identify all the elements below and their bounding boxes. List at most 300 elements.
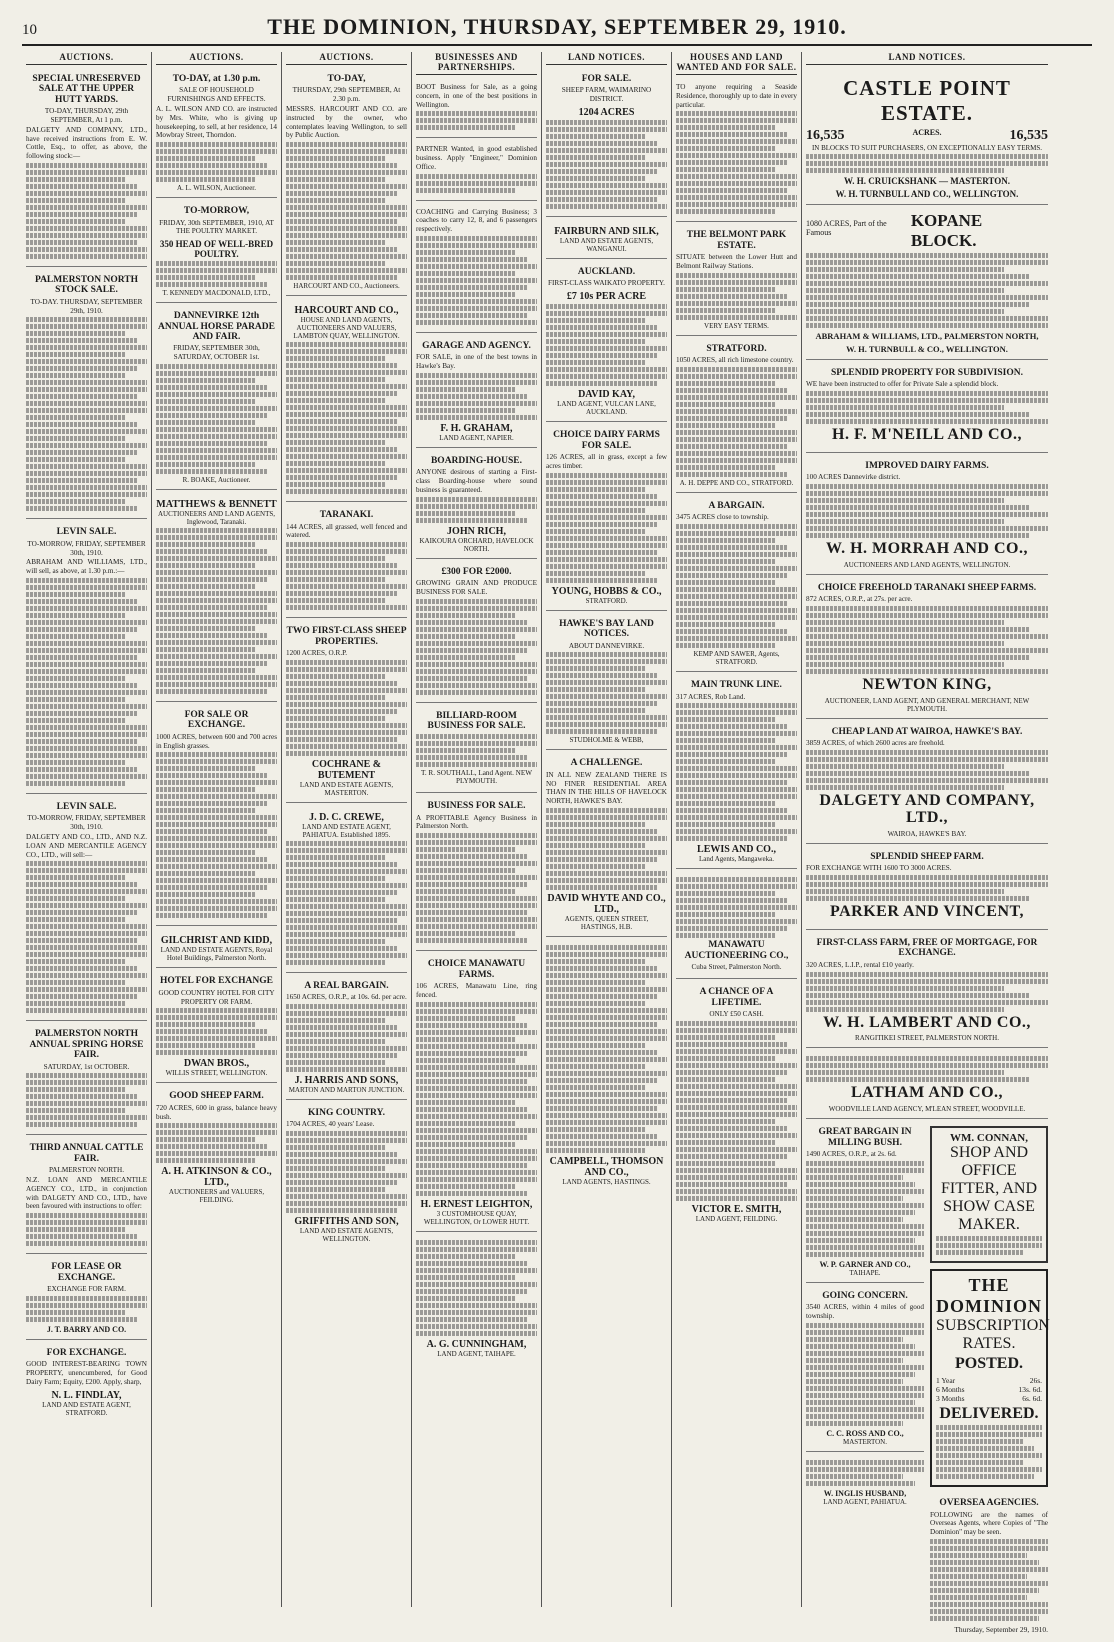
column-container xyxy=(22,52,1092,1634)
ad-text: SALE OF HOUSEHOLD FURNISHINGS AND EFFECTS. xyxy=(167,86,266,104)
advertiser-address: WOODVILLE LAND AGENCY, M'LEAN STREET, WOODVILLE. xyxy=(828,1105,1026,1114)
advertiser-address: LAND AND ESTATE AGENTS, WANGANUI. xyxy=(559,237,654,253)
fine-print xyxy=(806,606,1048,674)
advertiser-name: NEWTON KING, xyxy=(862,676,992,694)
ad-heading: FOR LEASE OR EXCHANGE. xyxy=(51,1262,122,1283)
ad-cunningham xyxy=(416,1235,537,1363)
ad-text: 100 ACRES Dannevirke district. xyxy=(806,473,901,482)
advertiser-name: COCHRANE & BUTEMENT xyxy=(311,758,382,781)
ad-heading: GOOD SHEEP FARM. xyxy=(169,1091,264,1102)
advertiser-name: A. L. WILSON, Auctioneer. xyxy=(177,184,256,193)
ad-levin-sale-1 xyxy=(26,522,147,794)
ad-oversea-agencies xyxy=(930,1493,1048,1639)
column-2 xyxy=(152,52,282,1607)
fine-print xyxy=(416,373,537,420)
ad-agency-business xyxy=(416,796,537,951)
advertiser-name: FAIRBURN AND SILK, xyxy=(554,226,659,237)
ad-coaching-business xyxy=(416,204,537,333)
column-heading: AUCTIONS. xyxy=(26,52,147,65)
fine-print xyxy=(286,542,407,610)
ad-taranaki-sheep xyxy=(806,578,1048,719)
ad-bargain-township xyxy=(676,496,797,672)
fine-print xyxy=(806,484,1048,538)
ad-boarding-house xyxy=(416,451,537,559)
ad-subheading: IN BLOCKS TO SUIT PURCHASERS, ON EXCEPTIONALLY EASY TERMS. xyxy=(811,144,1043,152)
ad-heading: GREAT BARGAIN IN MILLING BUSH. xyxy=(818,1127,912,1148)
fine-print xyxy=(156,752,277,918)
acreage-left: 16,535 xyxy=(806,128,845,143)
fine-print xyxy=(416,236,537,325)
advertiser-name: A. G. CUNNINGHAM, xyxy=(426,1338,527,1350)
ad-text: TO-MORROW, FRIDAY, SEPTEMBER 30th, 1910. xyxy=(27,539,146,557)
ad-text: GOOD COUNTRY HOTEL FOR CITY PROPERTY OR FARM. xyxy=(158,988,275,1006)
column-heading: LAND NOTICES. xyxy=(806,52,1048,65)
ad-heading: A BARGAIN. xyxy=(708,501,765,511)
ad-text: 1650 ACRES, O.R.P., at 10s. 6d. per acre. xyxy=(286,993,407,1002)
fine-print xyxy=(26,861,147,1013)
ad-challenge xyxy=(546,753,667,937)
ad-text: T. R. SOUTHALL, Land Agent. NEW PLYMOUTH. xyxy=(420,768,533,786)
fine-print xyxy=(546,304,667,386)
advertiser-address: AUCTIONEERS and VALUERS, FEILDING. xyxy=(168,1188,265,1205)
ad-body: N.Z. LOAN AND MERCANTILE AGENCY CO., LTD., in conjunction with DALGETY AND CO., LTD., have been favoured with instructions to offer: xyxy=(26,1176,147,1211)
ad-heading: CHOICE MANAWATU FARMS. xyxy=(427,959,526,980)
ad-text: 320 ACRES, L.I.P., rental £10 yearly. xyxy=(806,960,914,969)
ad-heading: LEVIN SALE. xyxy=(56,527,117,538)
ad-text: FRIDAY, SEPTEMBER 30th, SATURDAY, OCTOBER 1st. xyxy=(173,344,260,362)
ad-chance-of-lifetime xyxy=(676,982,797,1228)
advertiser-name: W. H. LAMBERT AND CO., xyxy=(823,1013,1031,1031)
advertiser-name: LATHAM AND CO., xyxy=(850,1084,1004,1102)
ad-stratford-limestone xyxy=(676,339,797,493)
ad-hotel-exchange xyxy=(156,971,277,1083)
fine-print xyxy=(26,317,147,511)
advertiser-name: YOUNG, HOBBS & CO., xyxy=(551,585,662,597)
fine-print xyxy=(156,364,277,474)
ad-text: TO-DAY. THURSDAY, SEPTEMBER 29th, 1910. xyxy=(30,297,143,315)
advertiser-name: STUDHOLME & WEBB, xyxy=(569,736,644,745)
ad-heading: CHEAP LAND AT WAIROA, HAWKE'S BAY. xyxy=(831,727,1023,738)
fine-print xyxy=(416,111,537,130)
fine-print xyxy=(806,972,1048,1012)
ad-heading: MANAWATU AUCTIONEERING CO., xyxy=(684,940,789,961)
advertiser-name: W. H. TURNBULL & CO., WELLINGTON. xyxy=(846,344,1008,354)
ad-dairy-farms xyxy=(546,425,667,610)
ad-matthews-bennett xyxy=(156,493,277,702)
ad-text: GOOD INTEREST-BEARING TOWN PROPERTY, unencumbered, for Good Dairy Farm; Equity, £200. Apply, sharp, xyxy=(26,1360,147,1386)
fine-print xyxy=(286,841,407,965)
ad-text: SITUATE between the Lower Hutt and Belmont Railway Stations. xyxy=(676,253,797,270)
ad-heading: CHOICE FREEHOLD TARANAKI SHEEP FARMS. xyxy=(817,583,1037,594)
fine-print xyxy=(930,1539,1048,1621)
advertiser-name: H. F. M'NEILL AND CO., xyxy=(832,426,1022,444)
advertiser-name: LEWIS AND CO., xyxy=(697,844,776,856)
ad-heading: GOING CONCERN. xyxy=(822,1290,908,1301)
fine-print xyxy=(416,174,537,193)
ad-subdivision xyxy=(806,363,1048,453)
ad-heading: DANNEVIRKE 12th ANNUAL HORSE PARADE AND FAIR. xyxy=(157,311,275,342)
ad-heading: LEVIN SALE. xyxy=(56,802,117,812)
advertiser-address: 3 CUSTOMHOUSE QUAY, WELLINGTON, Or LOWER HUTT. xyxy=(423,1209,530,1226)
fine-print xyxy=(416,1240,537,1336)
ad-text: WE have been instructed to offer for Private Sale a splendid block. xyxy=(806,380,999,389)
ad-heading: THE BELMONT PARK ESTATE. xyxy=(686,230,787,251)
fine-print xyxy=(806,1056,1048,1082)
ad-text: BOOT Business for Sale, as a going concern, in one of the best positions in Wellington. xyxy=(416,83,537,109)
fine-print xyxy=(546,808,667,890)
advertiser-address: KAIKOURA ORCHARD, HAVELOCK NORTH. xyxy=(419,536,534,553)
ad-heading: OVERSEA AGENCIES. xyxy=(939,1498,1039,1509)
column-heading: BUSINESSES AND PARTNERSHIPS. xyxy=(416,52,537,75)
ad-headline: 350 HEAD OF WELL-BRED POULTRY. xyxy=(159,239,274,260)
ad-splendid-sheep-farm xyxy=(806,847,1048,930)
ad-taranaki xyxy=(286,505,407,618)
fine-print xyxy=(676,1021,797,1201)
ad-headline: £7 10s PER ACRE xyxy=(566,291,647,303)
fine-print xyxy=(546,473,667,583)
ad-latham xyxy=(806,1051,1048,1119)
ad-text: FOR SALE, in one of the best towns in Hawke's Bay. xyxy=(416,353,537,371)
ad-partner-wanted xyxy=(416,141,537,200)
ad-text: 1080 ACRES, Part of the Famous xyxy=(806,219,887,237)
fine-print xyxy=(676,367,797,477)
ad-text: TO-MORROW, FRIDAY, SEPTEMBER 30th, 1910. xyxy=(27,814,146,832)
advertiser-name: C. C. ROSS AND CO., xyxy=(826,1428,904,1438)
fine-print xyxy=(546,652,667,734)
ad-text: 3475 ACRES close to township. xyxy=(676,513,769,522)
column-5 xyxy=(542,52,672,1607)
ad-text: 1490 ACRES, O.R.P., at 2s. 6d. xyxy=(806,1150,897,1158)
ad-text: FRIDAY, 30th SEPTEMBER, 1910, AT THE POULTRY MARKET. xyxy=(159,218,274,236)
advertiser-name: J. HARRIS AND SONS, xyxy=(294,1075,399,1086)
ad-heading: FOR EXCHANGE. xyxy=(46,1347,127,1358)
ad-text: COACHING and Carrying Business; 3 coaches to carry 12, 8, and 6 passengers respectively. xyxy=(416,207,537,234)
advertiser-name: ABRAHAM & WILLIAMS, LTD., PALMERSTON NORTH, xyxy=(815,331,1039,341)
fine-print xyxy=(286,660,407,756)
ad-heading: SPLENDID PROPERTY FOR SUBDIVISION. xyxy=(831,368,1023,378)
ad-upper-hutt-sale xyxy=(26,69,147,267)
column-heading: LAND NOTICES. xyxy=(546,52,667,65)
ad-fairburn-silk xyxy=(546,220,667,259)
ad-boot-business xyxy=(416,79,537,138)
fine-print xyxy=(156,261,277,287)
advertiser-name: W. H. CRUICKSHANK — MASTERTON. xyxy=(844,176,1010,186)
fine-print xyxy=(806,1460,924,1486)
advertiser-address: AUCTIONEERS AND LAND AGENTS, Inglewood, Taranaki. xyxy=(157,510,276,526)
ad-harcourt-auction xyxy=(286,69,407,296)
ad-text: TO-DAY, THURSDAY, 29th SEPTEMBER, At 1 p.m. xyxy=(44,107,129,125)
fine-print xyxy=(26,578,147,786)
ad-text: SHEEP FARM, WAIMARINO DISTRICT. xyxy=(561,86,652,104)
fine-print xyxy=(286,1131,407,1213)
ad-crewe xyxy=(286,806,407,973)
ad-text: A PROFITABLE Agency Business in Palmerston North. xyxy=(416,813,537,831)
advertiser-address: LAND AGENTS, HASTINGS. xyxy=(562,1177,651,1186)
advertiser-name: DALGETY AND COMPANY, LTD., xyxy=(819,792,1035,827)
advertiser-name: MATTHEWS & BENNETT xyxy=(156,499,277,510)
fine-print xyxy=(546,945,667,1153)
ad-real-bargain xyxy=(286,976,407,1100)
ad-heading: TO-DAY, at 1.30 p.m. xyxy=(172,74,261,84)
column-1 xyxy=(22,52,152,1607)
advertiser-address: LAND AGENT, PAHIATUA. xyxy=(823,1497,907,1506)
fine-print xyxy=(806,391,1048,424)
advertiser-address: STRATFORD. xyxy=(585,596,628,605)
advertiser-address: LAND AND ESTATE AGENT, STRATFORD. xyxy=(42,1400,131,1417)
advertiser-address: WAIROA, HAWKE'S BAY. xyxy=(887,829,967,838)
ad-text: FIRST-CLASS WAIKATO PROPERTY. xyxy=(548,279,665,288)
acreage-right: 16,535 xyxy=(1009,128,1048,143)
advertiser-address: LAND AND ESTATE AGENTS, Royal Hotel Buildings, Palmerston North. xyxy=(160,946,273,963)
ad-heading: AUCKLAND. xyxy=(577,267,636,277)
fine-print xyxy=(806,750,1048,790)
fine-print xyxy=(676,703,797,841)
ad-heading: A CHANCE OF A LIFETIME. xyxy=(699,987,774,1008)
advertiser-address: LAND AGENT, FEILDING. xyxy=(695,1214,778,1223)
advertiser-address: LAND AND ESTATE AGENTS, WELLINGTON. xyxy=(299,1227,394,1244)
ad-heading: MAIN TRUNK LINE. xyxy=(691,680,782,691)
ad-heading: TARANAKI. xyxy=(319,510,374,521)
ad-sheep-properties xyxy=(286,621,407,803)
advertiser-name: VICTOR E. SMITH, xyxy=(691,1203,782,1215)
ad-household-sale xyxy=(156,69,277,198)
ad-for-exchange xyxy=(26,1343,147,1422)
column-heading: HOUSES AND LAND WANTED AND FOR SALE. xyxy=(676,52,797,75)
advertiser-name: DWAN BROS., xyxy=(183,1058,250,1070)
ad-text: 317 ACRES, Rob Land. xyxy=(676,692,746,701)
ad-milling-bush xyxy=(806,1122,924,1283)
ad-waimarino-farm xyxy=(546,69,667,217)
advertiser-address: TAIHAPE. xyxy=(849,1268,881,1277)
column-heading: AUCTIONS. xyxy=(286,52,407,65)
ad-heading: HOTEL FOR EXCHANGE xyxy=(160,976,273,987)
ad-sale-or-exchange xyxy=(156,705,277,926)
ad-text: 144 ACRES, all grassed, well fenced and watered. xyxy=(286,522,407,540)
ad-inglis-husband xyxy=(806,1455,924,1511)
ad-horse-parade xyxy=(156,306,277,490)
ad-manawatu-farms xyxy=(416,954,537,1231)
ad-garage-agency xyxy=(416,336,537,448)
fine-print xyxy=(156,142,277,182)
advertiser-name: DAVID KAY, xyxy=(578,389,635,401)
fine-print xyxy=(676,273,797,320)
fine-print xyxy=(806,154,1048,173)
ad-text: 106 ACRES, Manawatu Line, ring fenced. xyxy=(416,982,537,999)
ad-gilchrist-kidd xyxy=(156,929,277,968)
advertiser-name: WM. CONNAN, xyxy=(950,1132,1028,1145)
acreage-label: ACRES. xyxy=(912,128,942,137)
fine-print xyxy=(806,1323,924,1426)
advertiser-name: J. D. C. CREWE, xyxy=(309,811,384,823)
ad-heading: £300 FOR £2000. xyxy=(441,566,512,577)
fine-print xyxy=(546,120,667,209)
fine-print xyxy=(416,497,537,523)
ad-belmont-park xyxy=(676,225,797,335)
advertiser-address: LAND AND ESTATE AGENT, PAHIATUA. Established 1895. xyxy=(302,822,391,839)
ad-heading: PALMERSTON NORTH ANNUAL SPRING HORSE FAIR. xyxy=(29,1029,144,1061)
ad-harcourt-agents xyxy=(286,299,407,502)
advertiser-name: A. H. ATKINSON & CO., LTD., xyxy=(161,1166,272,1189)
advertiser-name: CAMPBELL, THOMSON AND CO., xyxy=(549,1155,664,1178)
ad-text: TO anyone requiring a Seaside Residence, thoroughly up to date in every particular. xyxy=(676,83,797,109)
fine-print xyxy=(26,1213,147,1246)
newspaper-title: THE DOMINION, THURSDAY, SEPTEMBER 29, 1910. xyxy=(267,14,847,39)
ad-heading: SPLENDID SHEEP FARM. xyxy=(870,851,984,862)
ad-heading: BILLIARD-ROOM BUSINESS FOR SALE. xyxy=(427,710,526,732)
ad-body: DALGETY AND CO., LTD., AND N.Z. LOAN AND MERCANTILE AGENCY CO., LTD., will sell:— xyxy=(26,833,147,859)
ad-text: IN ALL NEW ZEALAND THERE IS NO FINER RESIDENTIAL AREA THAN IN THE HILLS OF HAVELOCK NORTH, HAWKE'S BAY. xyxy=(546,770,667,806)
fine-print xyxy=(806,1161,924,1257)
ad-sheep-farm xyxy=(156,1086,277,1209)
ad-heading: PALMERSTON NORTH STOCK SALE. xyxy=(34,275,139,296)
advertiser-name: R. BOAKE, Auctioneer. xyxy=(182,476,251,484)
ad-seaside-residence xyxy=(676,79,797,222)
advertiser-name: A. H. DEPPE AND CO., STRATFORD. xyxy=(679,479,794,487)
advertiser-trade: SHOP AND OFFICE FITTER, AND SHOW CASE MAKER. xyxy=(941,1144,1037,1234)
ad-grain-business xyxy=(416,562,537,703)
fine-print xyxy=(156,1008,277,1055)
ad-heading: TO-DAY, xyxy=(327,74,366,84)
ad-body: DALGETY AND COMPANY, LTD., have received instructions from E. W. Cottle, Esq., to offer, as above, the following stock:— xyxy=(26,125,147,161)
page-number: 10 xyxy=(22,22,37,38)
advertiser-name: GRIFFITHS AND SON, xyxy=(294,1216,399,1228)
bottom-section xyxy=(806,1122,1048,1642)
advertiser-name: N. L. FINDLAY, xyxy=(51,1389,122,1401)
advertiser-address: AUCTIONEER, LAND AGENT, AND GENERAL MERCHANT, NEW PLYMOUTH. xyxy=(824,697,1030,714)
ad-text: FOLLOWING are the names of Overseas Agents, where Copies of "The Dominion" may be seen. xyxy=(930,1510,1048,1537)
masthead xyxy=(22,14,1092,46)
ad-levin-sale-2 xyxy=(26,797,147,1021)
ad-text: Cuba Street, Palmerston North. xyxy=(691,963,782,972)
fine-print xyxy=(806,875,1048,901)
advertiser-address: MASTERTON. xyxy=(843,1437,887,1446)
column-4 xyxy=(412,52,542,1607)
ad-heading: STRATFORD. xyxy=(706,343,767,354)
ad-heading: FOR SALE OR EXCHANGE. xyxy=(184,710,249,731)
advertiser-address: AGENTS, QUEEN STREET, HASTINGS, H.B. xyxy=(564,914,649,931)
fine-print xyxy=(806,253,1048,328)
ad-text: PARTNER Wanted, in good established business. Apply "Engineer," Dominion Office. xyxy=(416,145,537,171)
ad-heading: HAWKE'S BAY LAND NOTICES. xyxy=(559,618,654,640)
acreage-row xyxy=(806,128,1048,144)
advertiser-name: F. H. GRAHAM, xyxy=(440,423,513,435)
fine-print xyxy=(26,163,147,259)
fine-print xyxy=(286,342,407,494)
fine-print xyxy=(416,734,537,767)
ad-heading: CHOICE DAIRY FARMS FOR SALE. xyxy=(553,430,660,451)
delivered-label: DELIVERED. xyxy=(939,1405,1039,1423)
advertiser-address: RANGITIKEI STREET, PALMERSTON NORTH. xyxy=(855,1034,999,1043)
fine-print xyxy=(416,833,537,943)
ad-text: 126 ACRES, all in grass, except a few acres timber. xyxy=(546,453,667,470)
ad-wairoa xyxy=(806,722,1048,844)
ad-text: 872 ACRES, O.R.P., at 27s. per acre. xyxy=(806,595,913,604)
advertiser-address: MARTON AND MARTON JUNCTION. xyxy=(288,1086,405,1094)
advertiser-address: WILLIS STREET, WELLINGTON. xyxy=(165,1069,268,1078)
ad-cattle-fair xyxy=(26,1138,147,1254)
ad-text: 3859 ACRES, of which 2600 acres are freehold. xyxy=(806,739,945,748)
ad-body: A. L. WILSON AND CO. are instructed by Mrs. White, who is giving up housekeeping, to sell, at her residence, 14 Mowbray Street, Thorndon. xyxy=(156,105,277,140)
rate-row: 6 Months 13s. 6d. xyxy=(936,1385,1042,1395)
column-heading: AUCTIONS. xyxy=(156,52,277,65)
advertiser-name: W. H. TURNBULL AND CO., WELLINGTON. xyxy=(835,189,1019,199)
fine-print xyxy=(286,142,407,280)
ad-lease-exchange xyxy=(26,1257,147,1340)
advertiser-name: JOHN RICH, xyxy=(447,525,506,537)
subscription-box xyxy=(930,1269,1048,1487)
advertiser-address: Land Agents, Mangaweka. xyxy=(698,855,775,864)
advertiser-name: W. P. GARNER AND CO., xyxy=(819,1259,911,1269)
ad-connan-box xyxy=(930,1126,1048,1263)
advertiser-name: T. KENNEDY MACDONALD, LTD., xyxy=(162,289,271,298)
ad-body: MESSRS. HARCOURT AND CO. are instructed by the owner, who contemplates leaving Wellington, to sell by Public Auction. xyxy=(286,105,407,140)
subscription-title: THE DOMINION xyxy=(936,1275,1042,1317)
ad-kopane-block xyxy=(806,208,1048,360)
ad-dairy-farms-improved xyxy=(806,456,1048,575)
advertiser-name: H. ERNEST LEIGHTON, xyxy=(420,1198,533,1210)
rate-row: 3 Months 6s. 6d. xyxy=(936,1394,1042,1404)
ad-text: 1050 ACRES, all rich limestone country. xyxy=(676,356,794,365)
advertiser-address: LAND AGENT, NAPIER. xyxy=(439,434,514,443)
fine-print xyxy=(676,877,797,938)
fine-print xyxy=(676,111,797,214)
ad-text: 3540 ACRES, within 4 miles of good township. xyxy=(806,1303,924,1320)
ad-text: 1000 ACRES, between 600 and 700 acres in English grasses. xyxy=(156,732,277,750)
fine-print xyxy=(936,1425,1042,1479)
fine-print xyxy=(156,1123,277,1163)
ad-headline: CASTLE POINT ESTATE. xyxy=(843,76,1011,125)
ad-heading: FOR SALE. xyxy=(581,74,632,84)
ad-text: SATURDAY, 1st OCTOBER. xyxy=(43,1062,130,1071)
ad-heading: THIRD ANNUAL CATTLE FAIR. xyxy=(29,1143,144,1164)
fine-print xyxy=(416,599,537,695)
advertiser-address: LAND AGENT, TAIHAPE. xyxy=(437,1349,516,1358)
ad-heading: IMPROVED DAIRY FARMS. xyxy=(865,461,989,472)
ad-text: THURSDAY, 29th SEPTEMBER, At 2.30 p.m. xyxy=(292,86,401,104)
fine-print xyxy=(26,1073,147,1127)
ad-text: 720 ACRES, 600 in grass, balance heavy bush. xyxy=(156,1103,277,1121)
advertiser-name: PARKER AND VINCENT, xyxy=(830,903,1024,921)
ad-dannevirke xyxy=(546,614,667,751)
ad-heading: KING COUNTRY. xyxy=(308,1108,385,1118)
ad-body: ABRAHAM AND WILLIAMS, LTD., will sell, as above, at 1.30 p.m.:— xyxy=(26,558,147,576)
fine-print xyxy=(936,1236,1042,1255)
advertiser-name: HARCOURT AND CO., Auctioneers. xyxy=(293,282,400,291)
ad-waikato-property xyxy=(546,262,667,422)
ad-poultry-sale xyxy=(156,201,277,303)
column-7 xyxy=(802,52,1052,1634)
ad-free-of-mortgage xyxy=(806,933,1048,1048)
column-3 xyxy=(282,52,412,1607)
column-6 xyxy=(672,52,802,1607)
ad-campbell-thomson xyxy=(546,940,667,1191)
advertiser-address: HOUSE AND LAND AGENTS, AUCTIONEERS AND VALUERS, LAMBTON QUAY, WELLINGTON. xyxy=(293,316,400,341)
ad-text: EXCHANGE FOR FARM. xyxy=(47,1285,126,1294)
ad-text: GROWING GRAIN AND PRODUCE BUSINESS FOR SALE. xyxy=(416,579,537,597)
ad-text: ANYONE desirous of starting a First-class Boarding-house where sound business is guaranteed. xyxy=(416,468,537,495)
ad-manawatu-auctioneering xyxy=(676,872,797,979)
bottom-right xyxy=(930,1122,1048,1642)
bottom-left xyxy=(806,1122,924,1642)
ad-text: ONLY £50 CASH. xyxy=(709,1009,764,1018)
ad-headline: KOPANE BLOCK. xyxy=(910,211,983,250)
fine-print xyxy=(26,1296,147,1322)
advertiser-name: KEMP AND SAWER, Agents, STRATFORD. xyxy=(693,650,780,667)
ad-text: ABOUT DANNEVIRKE. xyxy=(568,641,645,650)
subscription-subtitle: SUBSCRIPTION RATES. xyxy=(936,1317,1050,1353)
ad-heading: A CHALLENGE. xyxy=(570,758,643,769)
issue-date: Thursday, September 29, 1910. xyxy=(954,1624,1048,1634)
